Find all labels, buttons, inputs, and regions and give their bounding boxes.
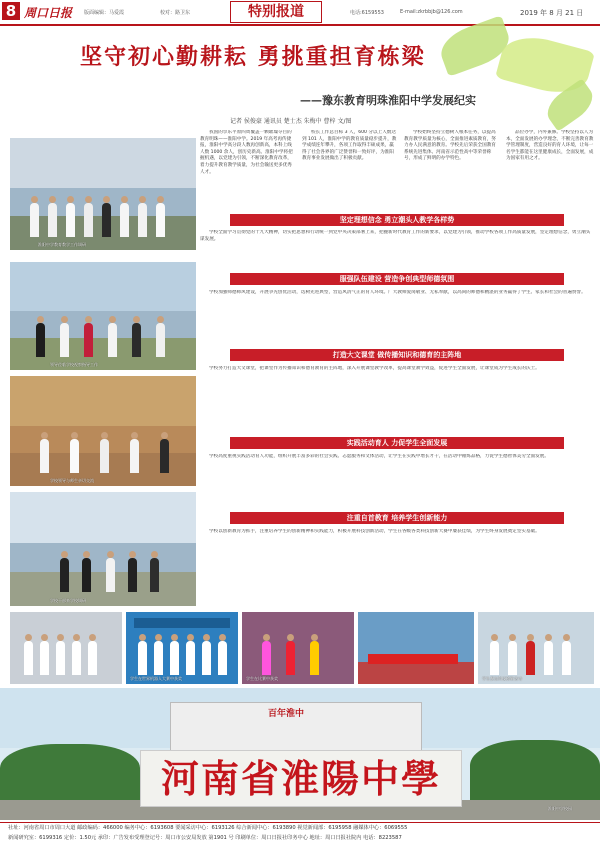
section-heading: 坚定理想信念 勇立潮头人教学各样势 (200, 214, 594, 226)
section-heading: 打造大文课堂 做传播知识和德育的主阵地 (200, 349, 594, 361)
section-heading: 服强队伍建设 营造争创典型师德氛围 (200, 273, 594, 285)
article-byline: 记者 侯俊豪 通讯员 楚士杰 朱梅中 曹梓 文/图 (230, 118, 352, 125)
photo-students-awards (10, 612, 122, 684)
photo-robot-contest (126, 612, 238, 684)
proofreader-label: 校对：路卫东 (160, 10, 191, 16)
photo-science-activity (478, 612, 594, 684)
photo-caption: 学校干部来学校调研 (50, 598, 86, 603)
photo-caption: 学生在比赛中获奖 (246, 676, 278, 681)
section-text: 学校高度重视实践活动育人功能，组织开展丰富多彩的社会实践、志愿服务和文体活动，让学生在实践中增长才干，在活动中锤炼品格，力促学生德智体美劳全面发展。 (209, 454, 549, 459)
page-footer (0, 822, 600, 848)
editor-label: 版面编辑：马爱霞 (84, 10, 125, 16)
photo-credit: 淮阳中学校园 (548, 806, 572, 811)
photo-award-ceremony (242, 612, 354, 684)
section-title: 特别报道 (230, 1, 322, 23)
section-text: 学校加强师德师风建设，开展争先创优活动，选树先进典型，营造风清气正的育人环境。广大教师爱岗敬业、无私奉献，以高尚的师德和精湛的业务赢得了学生、家长和社会的普遍赞誉。 (209, 290, 586, 295)
photo-caption: 学生在世界机器人大赛中获奖 (130, 676, 182, 681)
text-column: 校长工作总目标 3 人，600 分以上人数达到 101 人，淮阳中学的教育质量稳步提升，教学成绩连年攀升，各项工作取得丰硕成果，赢得了社会各界的广泛赞誉和一致好评，为淮阳教育事业发展做出了积极贡献。 (302, 130, 397, 162)
phone-label: 电话:6159553 (350, 10, 384, 16)
photo-caption: 学生参加科技创新活动 (482, 676, 522, 681)
text-column: 品位办学，内外兼修。学校坚持以人为本，全面发展的办学理念，不断完善教育教学管理制度，营造良好的育人环境，让每一名学生都能在这里健康成长，全面发展，成为国家有用之才。 (506, 130, 594, 162)
photo-leaders-inspection (10, 262, 196, 370)
photo-leaders-talk (10, 376, 196, 486)
section-heading: 实践活动育人 力促学生全面发展 (200, 437, 594, 449)
photo-students-parade (358, 612, 474, 684)
section-text: 学校以创新教育为抓手，注重培养学生的创新精神和实践能力，积极开展科技创新活动，学生在各级各类科技创新大赛中屡获佳绩，为学生终身发展奠定坚实基础。 (209, 529, 540, 534)
section-text: 学校努力打造大文课堂，把课堂作为传播知识和德育教育的主阵地，深入开展课堂教学改革，提高课堂教学效益，促进学生全面发展，让课堂成为学生成长的沃土。 (209, 366, 540, 371)
school-gate-sign: 河南省淮陽中學 (140, 750, 462, 807)
text-column: 我国的享乐平原四周覆盖一颗璀璨夺目的教育明珠——淮阳中学。2019 年高考再传捷报，淮阳中学高分段人数再创新高，本科上线人数 1000 余人，创历史新高。淮阳中学将把握机遇，以党建为引领，不断深化教育改革，着力提升教育教学质量，为社会输送更多优秀人才。 (200, 130, 293, 175)
photo-campus-walk (10, 492, 196, 606)
photo-caption: 领导莅临学校视察指导工作 (50, 362, 98, 367)
section-text: 学校全面学习贯彻党的十九大精神，切实把思想和行动统一到党中央决策部署上来，把握新时代教育工作的新要求，以党建为引领，推动学校各项工作高质量发展，坚定理想信念，勇立潮头谋发展。 (200, 230, 591, 242)
publish-date: 2019 年 8 月 21 日 (520, 9, 584, 17)
photo-caption: 淮阳中学教育教学工作调研 (38, 242, 86, 247)
article-subtitle: ——豫东教育明珠淮阳中学发展纪实 (300, 94, 476, 107)
newspaper-name: 周口日报 (24, 6, 73, 20)
photo-officials-visit (10, 138, 196, 250)
footer-line: 新闻研究室：6199316 定价：1.50元 承印：广告发布受理登记号：周口市公安局发放 第1901 号 印刷单位：周口日报社印务中心 地址：周口日报社院内 电话：8223587 (8, 835, 402, 841)
section-heading: 注重自首教育 培养学生创新能力 (200, 512, 594, 524)
article-title: 坚守初心勤耕耘 勇挑重担育栋梁 (80, 44, 426, 70)
photo-caption: 学校领导与师生亲切交流 (50, 478, 94, 483)
text-column: 学校始终坚持立德树人根本任务，以提高教育教学质量为核心，全面推进素质教育，努力办人民满意的教育。学校先后荣获全国教育系统先进集体、河南省示范性高中等荣誉称号，形成了鲜明的办学特色。 (404, 130, 496, 162)
email-label: E-mail:zkrbbjb@126.com (400, 9, 463, 15)
building-sign: 百年淮中 (268, 709, 305, 719)
footer-line: 社址：河南省周口市周口大道 邮政编码：466000 编务中心：6193608 要闻采访中心：6193126 综合新闻中心：6193890 视觉新闻部：6195958 融媒体中心：6069555 (8, 825, 408, 831)
page-number: 8 (2, 2, 20, 20)
